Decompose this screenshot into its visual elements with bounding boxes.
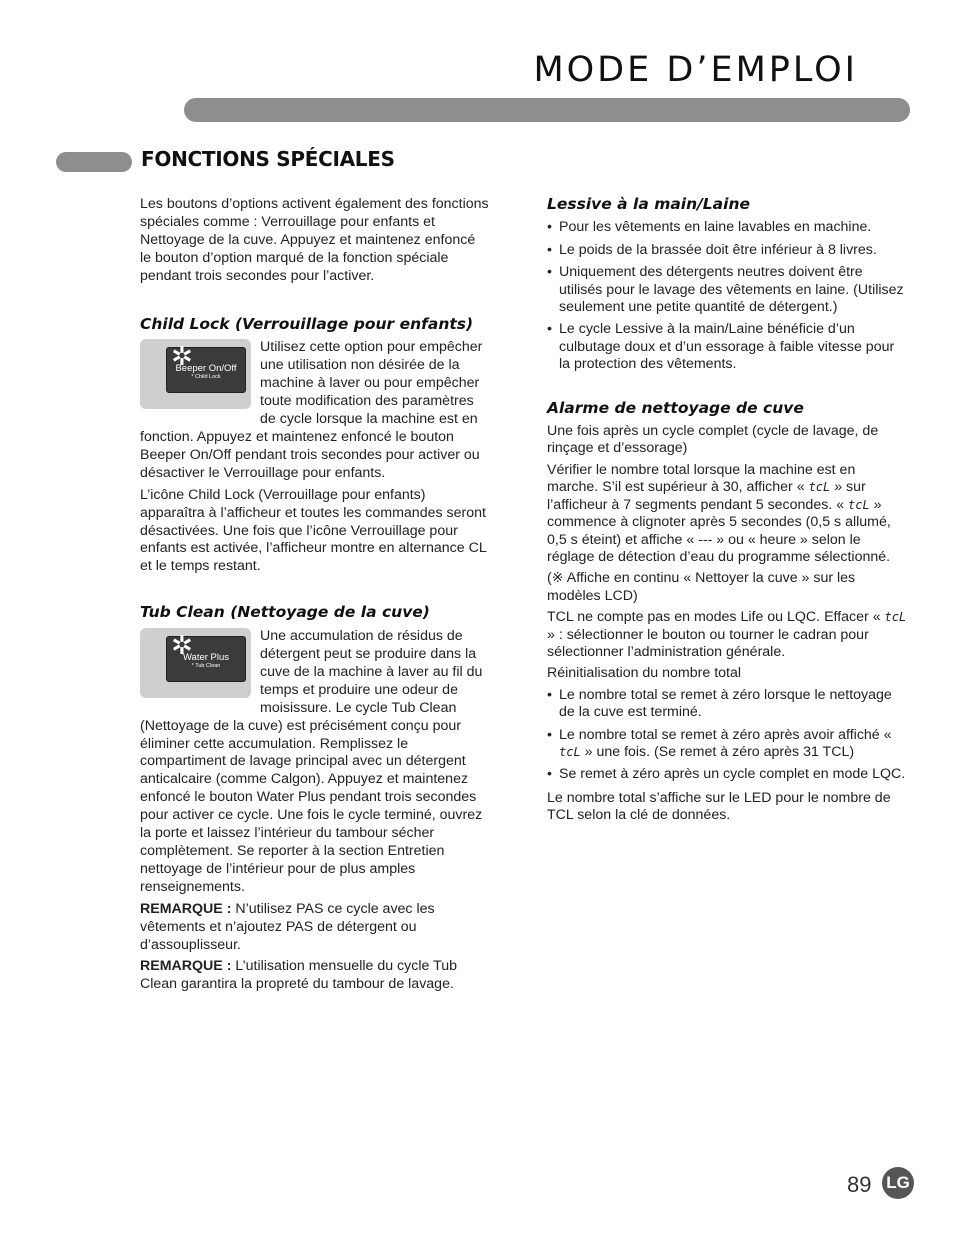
child-lock-paragraph-2: L’icône Child Lock (Verrouillage pour enfants) apparaîtra à l’afficheur et toutes les commandes seront désactivées. Une fois que l’icône Verrouillage pour enfants est activée, l’afficheur montre en alternance CL et le temps restant. [140,486,487,575]
tcl-symbol: tcL [848,497,870,512]
left-column [140,196,490,998]
right-column [547,196,907,829]
water-plus-button-sublabel: * Tub Clean [191,663,221,670]
alarm-paragraph-6: Le nombre total s’affiche sur le LED pour le nombre de TCL selon la clé de données. [547,789,891,824]
list-item [547,727,907,762]
handwash-heading: Lessive à la main/Laine [547,195,751,213]
alarm-paragraph-1: Une fois après un cycle complet (cycle de lavage, de rinçage et d’essorage) [547,423,879,457]
tub-alarm-heading: Alarme de nettoyage de cuve [547,398,804,417]
list-item: • Le poids de la brassée doit être inférieur à 8 livres. [547,242,907,259]
press-sparkle-icon: ✲ [171,342,193,373]
child-lock-paragraph-1: Utilisez cette option pour empêcher une utilisation non désirée de la machine à laver ou pour empêcher toute modification des paramètres de cycle lorsque la machine est en fonction. Appuyez et maintenez enfoncé le bouton Beeper On/Off pendant trois secondes pour activer ou désactiver le Verrouillage pour enfants. [140,339,483,481]
list-item: • Se remet à zéro après un cycle complet en mode LQC. [547,766,907,783]
press-sparkle-icon: ✲ [171,631,193,662]
beeper-button [166,342,246,393]
header-bar [184,98,910,122]
alarm-paragraph-2 [547,462,907,566]
text-segment: Le nombre total se remet à zéro après avoir affiché « [559,726,892,743]
page-number: 89 [847,1172,872,1197]
tub-clean-paragraph: Une accumulation de résidus de détergent peut se produire dans la cuve de la machine à laver au fil du temps et produire une odeur de moisissure. Le cycle Tub Clean (Nettoyage de la cuve) est précisément conçu pour éliminer cette accumulation. Remplissez le compartiment de lavage principal avec un détergent anticalcaire (comme Calgon). Appuyez et maintenez enfoncé le bouton Water Plus pendant trois secondes pour activer ce cycle. Une fois le cycle terminé, ouvrez la porte et laissez l’intérieur du tambour sécher complètement. Se reporter à la section Entretien nettoyage de l’intérieur pour de plus amples renseignements. [140,628,483,895]
handwash-list [547,219,907,373]
section-title: FONCTIONS SPÉCIALES [141,147,395,171]
text-segment: Vérifier le nombre total lorsque la machine est en marche. S’il est supérieur à 30, afficher « [547,461,856,496]
list-item: • Uniquement des détergents neutres doivent être utilisés pour le lavage des vêtements en laine. (Utilisez seulement une petite quantité de détergent.) [547,264,907,316]
text-segment: » : sélectionner le bouton ou tourner le cadran pour sélectionner l’administration générale. [547,626,869,660]
beeper-button-sublabel: * Child Lock [191,374,221,381]
child-lock-heading: Child Lock (Verrouillage pour enfants) [140,314,474,333]
intro-paragraph: Les boutons d’options activent également des fonctions spéciales comme : Verrouillage pour enfants et Nettoyage de la cuve. Appuyez et maintenez enfoncé le bouton d’option marqué de la fonction spéciale pendant trois secondes pour l’activer. [140,196,489,284]
alarm-paragraph-5: Réinitialisation du nombre total [547,665,742,682]
text-segment: » sur l’afficheur à 7 segments pendant 5 secondes. « [547,479,866,513]
tcl-symbol: tcL [559,744,581,759]
tcl-symbol: tcL [808,480,831,495]
water-plus-button-illustration [140,628,251,698]
text-segment: » commence à clignoter après 5 secondes (0,5 s allumé, 0,5 s éteint) et affiche « --- » ou « heure » selon le réglage de détection d’eau du programme sélectionné. [547,496,891,565]
note-2-label: REMARQUE : [140,958,232,975]
note-2 [140,958,490,994]
tcl-symbol: tcL [884,610,907,625]
list-item: • Le cycle Lessive à la main/Laine bénéficie d’un culbutage doux et d’un essorage à faible vitesse pour la protection des vêtements. [547,321,907,373]
alarm-paragraph-4 [547,609,907,661]
note-1 [140,901,490,955]
note-2-text: L’utilisation mensuelle du cycle Tub Clean garantira la propreté du tambour de lavage. [140,958,457,993]
list-item: • Pour les vêtements en laine lavables en machine. [547,219,907,236]
page-title: MODE D’EMPLOI [533,50,858,90]
text-segment: » une fois. (Se remet à zéro après 31 TCL) [580,743,855,760]
note-1-label: REMARQUE : [140,900,232,917]
list-item: • Le nombre total se remet à zéro lorsque le nettoyage de la cuve est terminé. [547,687,907,722]
tub-clean-heading: Tub Clean (Nettoyage de la cuve) [140,603,430,622]
alarm-paragraph-3: (※ Affiche en continu « Nettoyer la cuve » sur les modèles LCD) [547,570,856,604]
beeper-button-illustration [140,339,251,409]
text-segment: TCL ne compte pas en modes Life ou LQC. Effacer « [547,609,885,626]
water-plus-button-label: Water Plus [182,652,230,664]
beeper-button-label: Beeper On/Off [175,363,237,375]
water-plus-button [166,631,246,682]
note-1-text: N’utilisez PAS ce cycle avec les vêtements et n’ajoutez PAS de détergent ou d’assouplisseur. [140,900,435,953]
lg-logo-icon: LG [882,1167,914,1199]
section-pill [56,152,132,172]
reset-list [547,687,907,784]
